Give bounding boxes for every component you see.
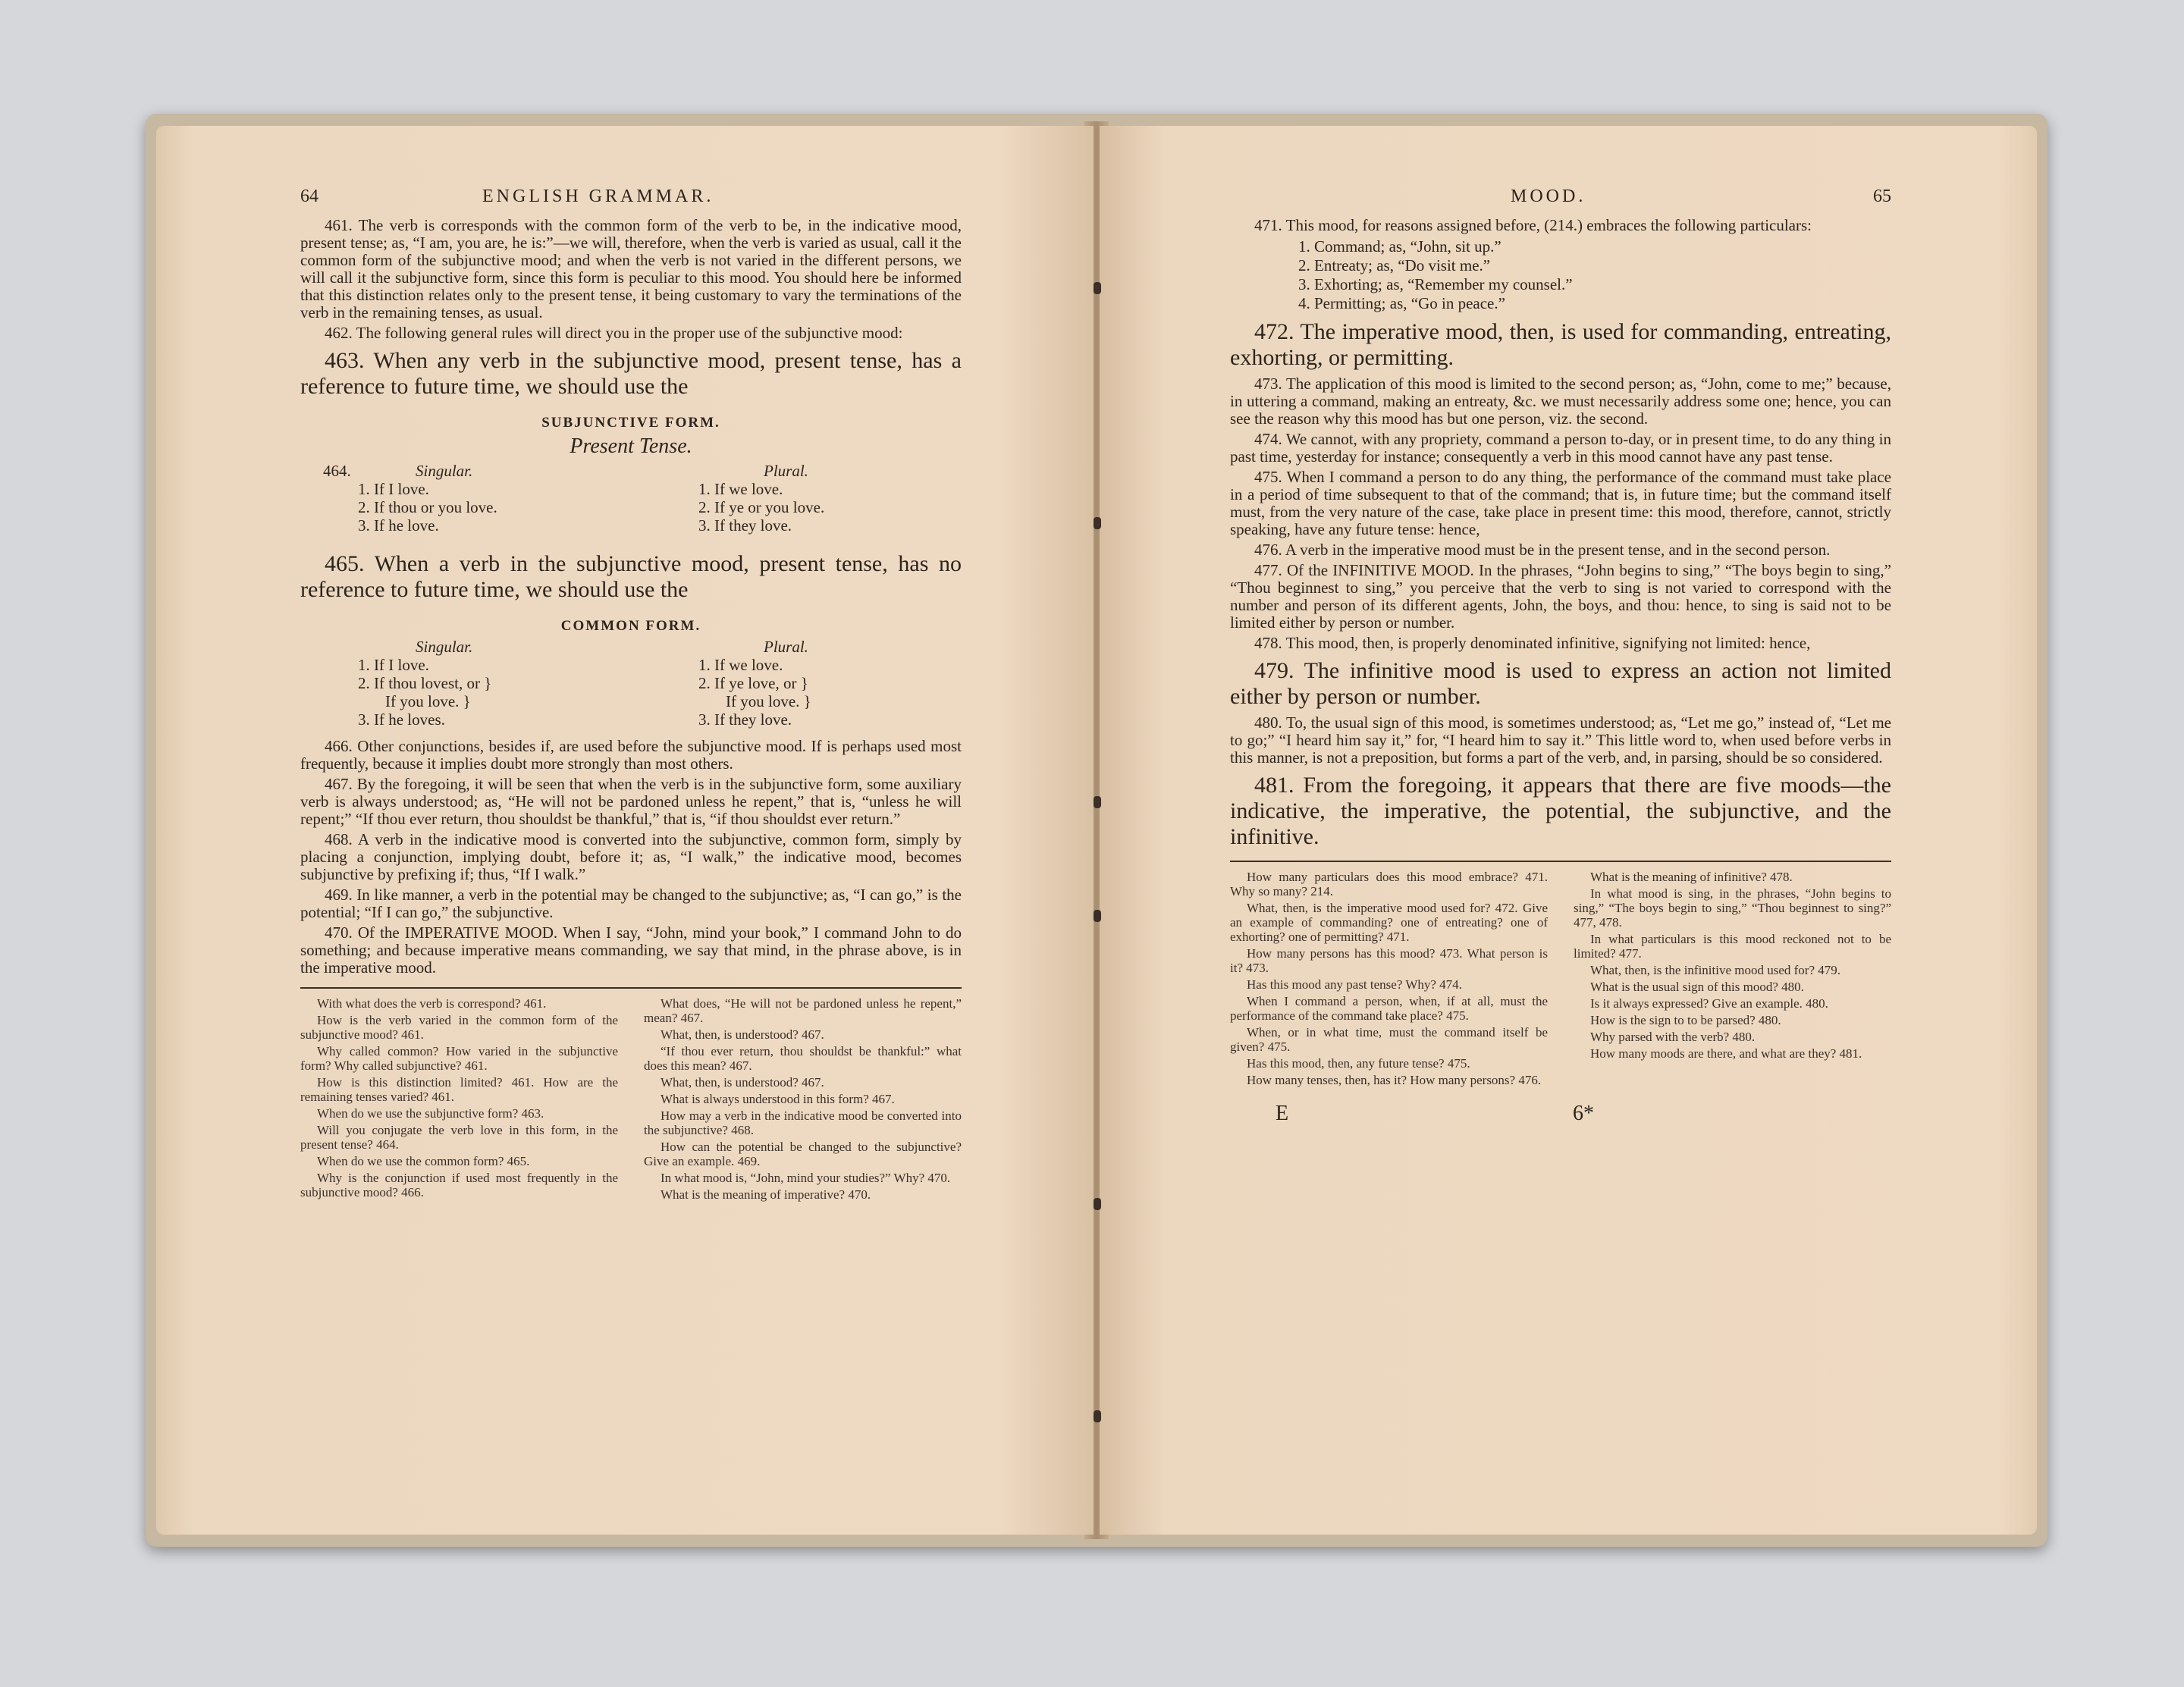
para-470: 470. Of the IMPERATIVE MOOD. When I say, “John, mind your book,” I command John to do something; and because imperative means commanding, we say that mind, in the phrase above, is in the imperative mood. xyxy=(300,923,962,977)
question: How many persons has this mood? 473. What person is it? 473. xyxy=(1230,946,1548,975)
plural-row: 1. If we love. xyxy=(698,480,783,498)
binding-stitch xyxy=(1094,1198,1101,1210)
binding-stitch xyxy=(1094,517,1101,529)
singular-row: If you love. } xyxy=(385,692,471,710)
question: What is always understood in this form? 467. xyxy=(661,1092,895,1106)
signature-marks xyxy=(1276,1102,1594,1126)
para-463: 463. When any verb in the subjunctive mood, present tense, has a reference to future time, we should use the xyxy=(300,348,962,399)
question: “If thou ever return, thou shouldst be thankful:” what does this mean? 467. xyxy=(644,1044,962,1073)
para-476: 476. A verb in the imperative mood must be in the present tense, and in the second person. xyxy=(1254,541,1831,559)
question: What, then, is understood? 467. xyxy=(661,1027,824,1042)
right-page-number: 65 xyxy=(1873,187,1891,206)
binding-stitch xyxy=(1094,796,1101,808)
plural-label: Plural. xyxy=(764,638,808,656)
para-466: 466. Other conjunctions, besides if, are used before the subjunctive mood. If is perhaps used most frequently, because it implies doubt more strongly than most others. xyxy=(300,737,962,773)
para-461: 461. The verb is corresponds with the common form of the verb to be, in the indicative mood, present tense; as, “I am, you are, he is:”—we will, therefore, when the verb is varied as usual, call it the common form of the subjunctive mood; and when the verb is not varied in the different persons, we will call it the subjunctive form, since this form is peculiar to this mood. You should here be informed that this distinction relates only to the present tense, it being customary to vary the terminations of the verb in the remaining tenses, as usual. xyxy=(300,216,962,321)
subjunctive-form-heading: SUBJUNCTIVE FORM. xyxy=(541,415,720,431)
section-rule xyxy=(300,987,962,989)
question: How can the potential be changed to the subjunctive? Give an example. 469. xyxy=(644,1140,962,1168)
question: Has this mood, then, any future tense? 475. xyxy=(1247,1056,1470,1071)
question: Why parsed with the verb? 480. xyxy=(1590,1030,1756,1044)
question: Why called common? How varied in the subjunctive form? Why called subjunctive? 461. xyxy=(300,1044,618,1073)
singular-row: 2. If thou or you love. xyxy=(358,498,497,516)
question: What, then, is the infinitive mood used for? 479. xyxy=(1590,963,1841,977)
particulars-list xyxy=(1298,237,1891,313)
binding-stitch xyxy=(1094,1410,1101,1422)
para-474: 474. We cannot, with any propriety, command a person to-day, or in present time, to do any thing in past time, yesterday for instance; consequently a verb in this mood cannot have any past tense. xyxy=(1230,430,1891,466)
para-468: 468. A verb in the indicative mood is converted into the subjunctive, common form, simply by placing a conjunction, implying doubt, before it; as, “I walk,” the indicative mood, becomes subjunctive by prefixing if; thus, “If I walk.” xyxy=(300,830,962,883)
left-page xyxy=(156,126,1094,1535)
plural-row: 2. If ye love, or } xyxy=(698,674,808,692)
list-item: 3. Exhorting; as, “Remember my counsel.” xyxy=(1298,275,1573,293)
right-running-head xyxy=(1230,187,1891,217)
singular-row: 3. If he love. xyxy=(358,516,439,535)
para-481: 481. From the foregoing, it appears that there are five moods—the indicative, the imperative, the potential, the subjunctive, and the infinitive. xyxy=(1230,773,1891,849)
para-467: 467. By the foregoing, it will be seen that when the verb is in the subjunctive form, some auxiliary verb is always understood; as, “He will not be pardoned unless he repent,” that is, “unless he will repent;” “If thou ever return, thou shouldst be thankful,” that is, “if thou shouldst ever return.” xyxy=(300,775,962,828)
para-469: 469. In like manner, a verb in the potential may be changed to the subjunctive; as, “I can go,” is the potential; “If I can go,” the subjunctive. xyxy=(300,886,962,921)
question: How is this distinction limited? 461. How are the remaining tenses varied? 461. xyxy=(300,1075,618,1104)
singular-row: 1. If I love. xyxy=(358,480,429,498)
questions-column-right xyxy=(644,996,962,1204)
conjugation-table-subjunctive xyxy=(300,462,962,545)
left-header: ENGLISH GRAMMAR. xyxy=(482,187,714,206)
question: In what particulars is this mood reckoned not to be limited? 477. xyxy=(1574,932,1891,961)
conjugation-table-common xyxy=(300,638,962,738)
plural-label: Plural. xyxy=(764,462,808,480)
singular-column xyxy=(358,462,497,535)
para-473: 473. The application of this mood is limited to the second person; as, “John, come to me;” because, in uttering a command, making an entreaty, &c. we must necessarily address some one; hence, you can see the reason why this mood has but one person, viz. the second. xyxy=(1230,375,1891,428)
question: What is the meaning of imperative? 470. xyxy=(661,1187,871,1202)
para-479: 479. The infinitive mood is used to express an action not limited either by person or number. xyxy=(1230,658,1891,709)
list-item: 2. Entreaty; as, “Do visit me.” xyxy=(1298,256,1491,274)
question: What does, “He will not be pardoned unless he repent,” mean? 467. xyxy=(644,996,962,1025)
question: How is the verb varied in the common form of the subjunctive mood? 461. xyxy=(300,1013,618,1042)
plural-row: 3. If they love. xyxy=(698,516,792,535)
list-item: 1. Command; as, “John, sit up.” xyxy=(1298,237,1502,256)
question: How is the sign to to be parsed? 480. xyxy=(1590,1013,1781,1027)
review-questions xyxy=(300,996,962,1204)
plural-row: If you love. } xyxy=(726,692,811,710)
question: What is the usual sign of this mood? 480. xyxy=(1590,980,1804,994)
singular-label: Singular. xyxy=(416,638,473,656)
review-questions xyxy=(1230,870,1891,1090)
singular-column xyxy=(358,638,491,729)
questions-column-left xyxy=(1230,870,1548,1090)
question: What, then, is understood? 467. xyxy=(661,1075,824,1090)
open-book xyxy=(146,114,2048,1547)
left-page-content xyxy=(300,187,962,1204)
para-480: 480. To, the usual sign of this mood, is sometimes understood; as, “Let me go,” instead of, “Let me to go;” “I heard him say it,” for, “I heard him to say it.” This little word to, when used before verbs in this manner, is not a preposition, but forms a part of the verb, and, in parsing, should be so considered. xyxy=(1230,713,1891,767)
question: How many moods are there, and what are they? 481. xyxy=(1590,1046,1862,1061)
question: When, or in what time, must the command itself be given? 475. xyxy=(1230,1025,1548,1054)
right-header: MOOD. xyxy=(1511,187,1586,206)
question: What, then, is the imperative mood used for? 472. Give an example of commanding? one of entreating? one of exhorting? one of permitting? 471. xyxy=(1230,901,1548,944)
question: When I command a person, when, if at all, must the performance of the command take place? 475. xyxy=(1230,994,1548,1023)
question: With what does the verb is correspond? 461. xyxy=(317,996,547,1011)
questions-column-left xyxy=(300,996,618,1204)
signature-number: 6* xyxy=(1573,1102,1594,1125)
singular-row: 3. If he loves. xyxy=(358,710,445,729)
question: Why is the conjunction if used most frequently in the subjunctive mood? 466. xyxy=(300,1171,618,1199)
binding-stitch xyxy=(1094,282,1101,294)
question: How many tenses, then, has it? How many persons? 476. xyxy=(1247,1073,1542,1087)
list-item: 4. Permitting; as, “Go in peace.” xyxy=(1298,294,1505,312)
right-page-content xyxy=(1230,187,1891,1126)
right-page xyxy=(1100,126,2037,1535)
questions-column-right xyxy=(1574,870,1891,1090)
common-form-heading: COMMON FORM. xyxy=(560,618,701,634)
question: When do we use the common form? 465. xyxy=(317,1154,530,1168)
para-462: 462. The following general rules will direct you in the proper use of the subjunctive mood: xyxy=(325,324,903,342)
question: What is the meaning of infinitive? 478. xyxy=(1590,870,1793,884)
question: How many particulars does this mood embrace? 471. Why so many? 214. xyxy=(1230,870,1548,898)
para-465: 465. When a verb in the subjunctive mood, present tense, has no reference to future time, we should use the xyxy=(300,551,962,602)
question: In what mood is, “John, mind your studies?” Why? 470. xyxy=(661,1171,951,1185)
singular-row: 1. If I love. xyxy=(358,656,429,674)
plural-row: 1. If we love. xyxy=(698,656,783,674)
question: Is it always expressed? Give an example. 480. xyxy=(1590,996,1828,1011)
singular-row: 2. If thou lovest, or } xyxy=(358,674,492,692)
section-rule xyxy=(1230,861,1891,862)
question: How may a verb in the indicative mood be converted into the subjunctive? 468. xyxy=(644,1108,962,1137)
singular-label: Singular. xyxy=(416,462,473,480)
question: Will you conjugate the verb love in this form, in the present tense? 464. xyxy=(300,1123,618,1152)
plural-row: 3. If they love. xyxy=(698,710,792,729)
question: When do we use the subjunctive form? 463. xyxy=(317,1106,544,1121)
signature-letter: E xyxy=(1276,1102,1289,1125)
para-475: 475. When I command a person to do any thing, the performance of the command must take place in a period of time subsequent to that of the command; that is, in future time; but the command itself must, from the very nature of the case, take place in present time: this mood, therefore, cannot, strictly speaking, have any future tense: hence, xyxy=(1230,468,1891,538)
para-478: 478. This mood, then, is properly denominated infinitive, signifying not limited: hence, xyxy=(1254,634,1811,652)
plural-row: 2. If ye or you love. xyxy=(698,498,825,516)
question: In what mood is sing, in the phrases, “John begins to sing,” “The boys begin to sing,” “Thou beginnest to sing?” 477, 478. xyxy=(1574,886,1891,930)
present-tense-heading: Present Tense. xyxy=(570,434,692,458)
para-471: 471. This mood, for reasons assigned before, (214.) embraces the following particulars: xyxy=(1254,216,1812,234)
plural-column xyxy=(698,462,824,535)
para-472: 472. The imperative mood, then, is used for commanding, entreating, exhorting, or permitting. xyxy=(1230,319,1891,370)
left-page-number: 64 xyxy=(300,187,318,206)
question: Has this mood any past tense? Why? 474. xyxy=(1247,977,1462,992)
plural-column xyxy=(698,638,811,729)
left-running-head xyxy=(300,187,962,217)
binding-stitch xyxy=(1094,910,1101,922)
para-477: 477. Of the INFINITIVE MOOD. In the phrases, “John begins to sing,” “The boys begin to sing,” “Thou beginnest to sing,” you perceive that the verb to sing is not varied to correspond with the number and person of its different agents, John, the boys, and thou: hence, to sing is said not to be limited either by person or number. xyxy=(1230,561,1891,632)
para-464-number: 464. xyxy=(323,462,351,480)
